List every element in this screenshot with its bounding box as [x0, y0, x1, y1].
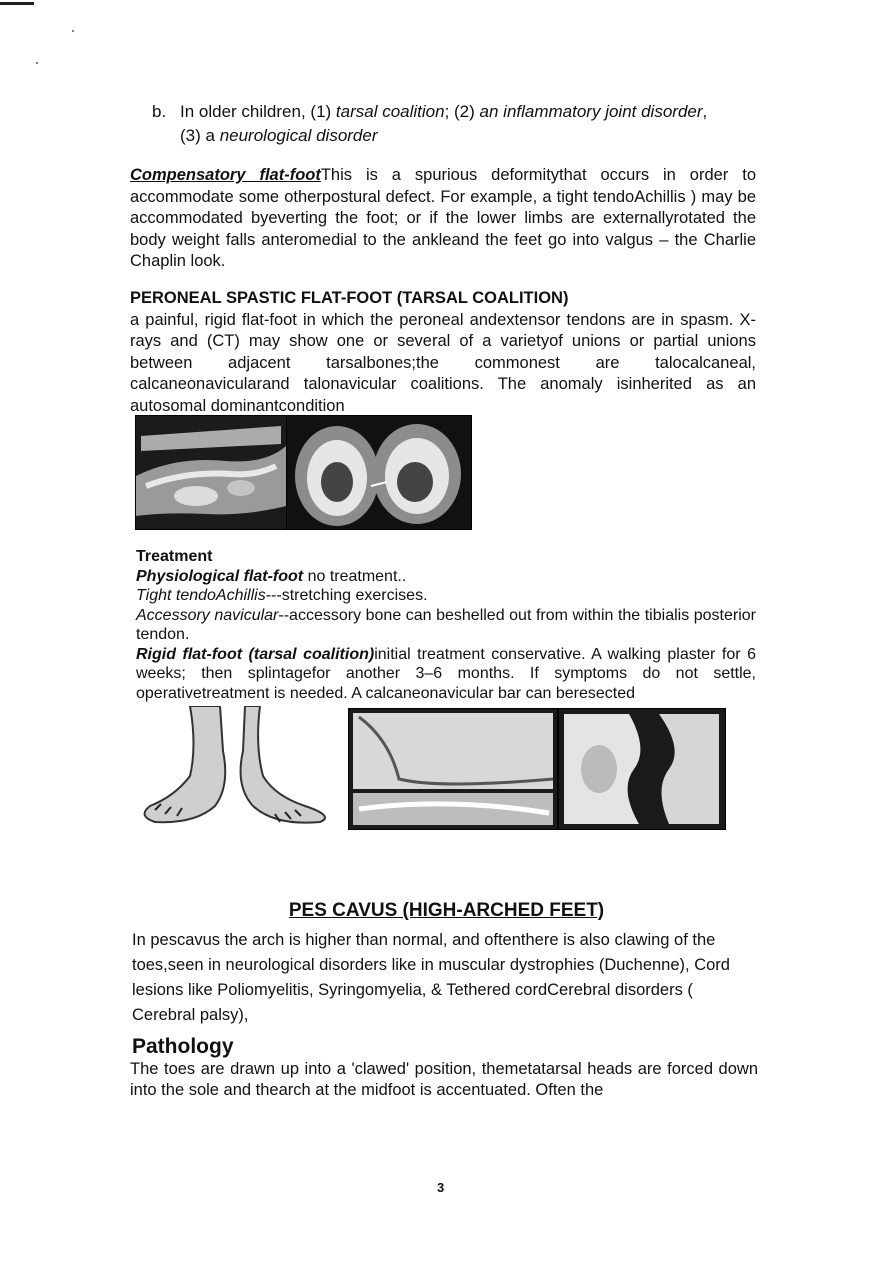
- text-run-bold-italic: Rigid flat-foot (tarsal coalition): [136, 645, 375, 663]
- text-run: --accessory bone can beshelled out from within the tibialis posterior tendon.: [136, 606, 756, 643]
- text-run: ,: [702, 102, 708, 121]
- scan-corner-mark: [0, 2, 34, 5]
- text-run-italic: Tight tendoAchillis: [136, 587, 266, 604]
- treatment-physiological: [136, 567, 756, 587]
- page-number: 3: [437, 1180, 445, 1195]
- text-run: ---stretching exercises.: [265, 587, 428, 604]
- pathology-text: The toes are drawn up into a 'clawed' position, themetatarsal heads are forced down into the sole and thearch at the midfoot is accentuated. Often the: [130, 1060, 758, 1099]
- peroneal-section: [130, 288, 756, 417]
- text-run: initial treatment conservative. A walking plaster for 6 weeks; then splintagefor another 3–6 months. If symptoms do not settle, operativetreatment is needed. A calcaneonavicular bar can beresected: [136, 645, 756, 702]
- ct-coalition-image: [286, 415, 472, 530]
- peroneal-text: a painful, rigid flat-foot in which the peroneal andextensor tendons are in spasm. X-rays and (CT) may show one or several of a varietyof unions or partial unions between adjacent tarsalbones;the commonest are talocalcaneal, calcaneonavicularand talonavicular coalitions. The anomaly isinherited as an autosomal dominantcondition: [130, 310, 756, 415]
- pes-cavus-text: In pescavus the arch is higher than normal, and oftenthere is also clawing of the toes,seen in neurological disorders like in muscular dystrophies (Duchenne), Cord lesions like Poliomyelitis, Syringomyelia, & Tethered cordCerebral disorders ( Cerebral palsy),: [132, 931, 730, 1024]
- text-run-italic: tarsal coalition: [335, 102, 445, 121]
- text-run-italic: Accessory navicular: [136, 606, 279, 624]
- scan-speck: [72, 30, 74, 32]
- compensatory-paragraph: [130, 165, 756, 273]
- treatment-section: [136, 547, 756, 703]
- list-item-b: [152, 100, 762, 148]
- text-run: (3) a: [180, 126, 220, 145]
- text-run-italic: neurological disorder: [219, 126, 378, 145]
- xray-coalition-bar-image: [348, 708, 558, 830]
- xray-foot-oblique-image: [558, 708, 726, 830]
- pes-cavus-heading: [0, 900, 893, 922]
- text-run-bold-italic: Physiological flat-foot: [136, 567, 304, 585]
- scan-speck: [36, 62, 38, 64]
- pathology-heading: Pathology: [132, 1035, 234, 1058]
- text-run-italic: an inflammatory joint disorder: [479, 102, 703, 121]
- pes-cavus-heading-text: PES CAVUS (HIGH-ARCHED FEET): [288, 900, 605, 921]
- text-run: ; (2): [444, 102, 480, 121]
- compensatory-title: Compensatory flat-foot: [130, 166, 321, 184]
- compensatory-text: This is a spurious deformitythat occurs in order to accommodate some otherpostural defect. For example, a tight tendoAchillis ) may be accommodated byeverting the foot; or if the lower limbs are externallyrotated the body weight falls anteromedial to the ankleand the feet go into valgus – the Charlie Chaplin look.: [130, 166, 756, 270]
- list-label: b.: [152, 102, 167, 121]
- treatment-heading: Treatment: [136, 548, 213, 565]
- xray-foot-lateral-image: [135, 415, 287, 530]
- text-run: no treatment..: [303, 567, 407, 585]
- treatment-tendoachillis: [136, 586, 756, 606]
- treatment-accessory: [136, 606, 756, 645]
- peroneal-heading: PERONEAL SPASTIC FLAT-FOOT (TARSAL COALITION): [130, 289, 569, 307]
- treatment-rigid: [136, 645, 756, 704]
- feet-photo-image: [135, 706, 347, 826]
- text-run: In older children, (1): [180, 102, 336, 121]
